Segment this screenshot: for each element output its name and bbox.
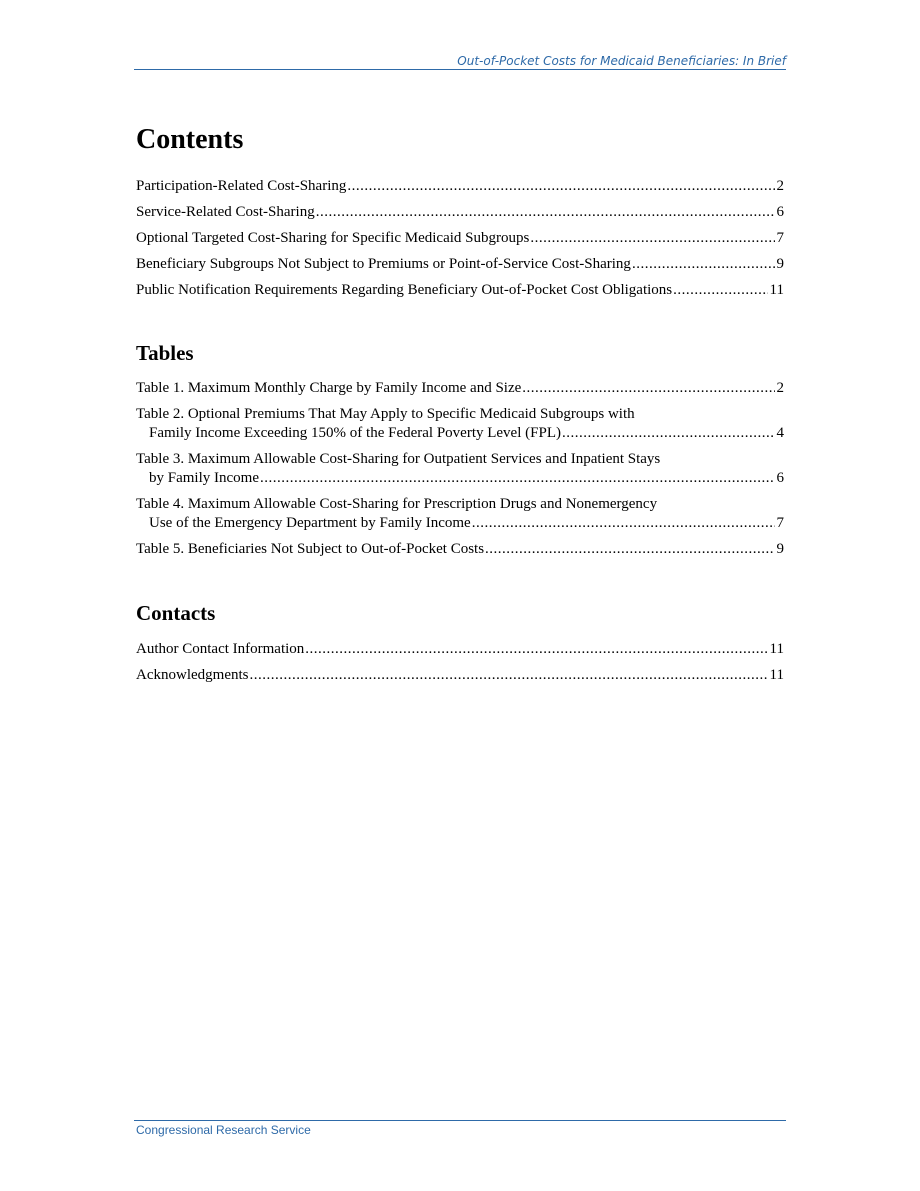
table-entry-title: Table 5. Beneficiaries Not Subject to Out-of-Pocket Costs xyxy=(136,541,485,557)
table-page-number: 7 xyxy=(776,515,784,531)
toc-entry[interactable] xyxy=(136,229,784,248)
dot-leader xyxy=(522,379,774,398)
toc-entry[interactable] xyxy=(136,177,784,196)
contacts-list xyxy=(136,640,784,692)
header-rule xyxy=(134,69,786,70)
table-entry-title: Table 1. Maximum Monthly Charge by Family Income and Size xyxy=(136,380,522,396)
toc-entry-title: Public Notification Requirements Regarding Beneficiary Out-of-Pocket Cost Obligations xyxy=(136,282,673,298)
toc-entry-title: Optional Targeted Cost-Sharing for Specific Medicaid Subgroups xyxy=(136,230,530,246)
table-entry[interactable] xyxy=(136,540,784,559)
toc-entry[interactable] xyxy=(136,255,784,274)
toc-page-number: 2 xyxy=(776,178,784,194)
table-entry[interactable] xyxy=(136,450,784,488)
table-entry-title-continued: Family Income Exceeding 150% of the Federal Poverty Level (FPL) xyxy=(149,425,561,441)
toc-entry[interactable] xyxy=(136,203,784,222)
dot-leader xyxy=(530,229,774,248)
dot-leader xyxy=(562,424,775,443)
table-page-number: 9 xyxy=(776,541,784,557)
tables-heading: Tables xyxy=(136,341,194,365)
table-page-number: 4 xyxy=(776,425,784,441)
table-entry[interactable] xyxy=(136,405,784,443)
table-entry[interactable] xyxy=(136,495,784,533)
table-page-number: 6 xyxy=(776,470,784,486)
table-entry-title-continued: Use of the Emergency Department by Family Income xyxy=(149,515,471,531)
toc-entry[interactable] xyxy=(136,281,784,300)
dot-leader xyxy=(485,540,774,559)
toc-entry-title: Service-Related Cost-Sharing xyxy=(136,204,315,220)
dot-leader xyxy=(316,203,775,222)
footer-rule xyxy=(134,1120,786,1121)
dot-leader xyxy=(305,640,767,659)
toc-page-number: 11 xyxy=(769,282,784,298)
contact-entry[interactable] xyxy=(136,640,784,659)
dot-leader xyxy=(673,281,767,300)
contact-page-number: 11 xyxy=(769,667,784,683)
table-entry-title: Table 4. Maximum Allowable Cost-Sharing for Prescription Drugs and Nonemergency xyxy=(136,496,658,512)
toc-page-number: 7 xyxy=(776,230,784,246)
contact-entry-title: Acknowledgments xyxy=(136,667,249,683)
table-entry-title: Table 2. Optional Premiums That May Apply to Specific Medicaid Subgroups with xyxy=(136,406,635,422)
table-page-number: 2 xyxy=(776,380,784,396)
dot-leader xyxy=(249,666,767,685)
dot-leader xyxy=(347,177,774,196)
tables-list xyxy=(136,379,784,566)
table-entry-title: Table 3. Maximum Allowable Cost-Sharing for Outpatient Services and Inpatient Stays xyxy=(136,451,661,467)
toc-entry-title: Participation-Related Cost-Sharing xyxy=(136,178,347,194)
dot-leader xyxy=(260,469,775,488)
toc-page-number: 6 xyxy=(776,204,784,220)
contacts-heading: Contacts xyxy=(136,601,216,625)
contents-list xyxy=(136,177,784,307)
contact-page-number: 11 xyxy=(769,641,784,657)
contents-heading: Contents xyxy=(136,124,244,155)
footer-organization: Congressional Research Service xyxy=(136,1123,311,1137)
contact-entry-title: Author Contact Information xyxy=(136,641,305,657)
dot-leader xyxy=(472,514,775,533)
table-entry[interactable] xyxy=(136,379,784,398)
toc-page-number: 9 xyxy=(776,256,784,272)
running-header: Out-of-Pocket Costs for Medicaid Beneficiaries: In Brief xyxy=(457,54,786,68)
contact-entry[interactable] xyxy=(136,666,784,685)
dot-leader xyxy=(632,255,775,274)
toc-entry-title: Beneficiary Subgroups Not Subject to Premiums or Point-of-Service Cost-Sharing xyxy=(136,256,631,272)
table-entry-title-continued: by Family Income xyxy=(149,470,259,486)
